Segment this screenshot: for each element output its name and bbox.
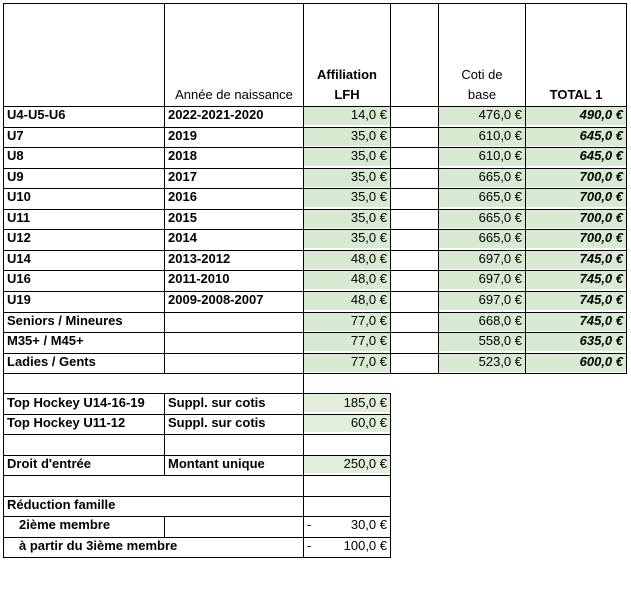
category-cell: U7: [7, 128, 24, 143]
total-cell: 490,0 €: [526, 106, 626, 125]
category-cell: U12: [7, 230, 31, 245]
affiliation-cell: 77,0 €: [304, 353, 390, 372]
total-cell: 745,0 €: [526, 312, 626, 331]
birth-year-cell: [165, 353, 303, 372]
top-hockey-2-label: Top Hockey U11-12: [7, 415, 126, 430]
category-cell: Ladies / Gents: [7, 354, 96, 369]
affiliation-cell: 35,0 €: [304, 147, 390, 166]
grid-line: [3, 3, 4, 374]
grid-line: [3, 188, 627, 189]
affiliation-cell: 35,0 €: [304, 168, 390, 187]
category-cell: U9: [7, 169, 24, 184]
total-cell: 700,0 €: [526, 209, 626, 228]
grid-line: [3, 516, 391, 517]
grid-line: [3, 332, 627, 333]
grid-line: [3, 496, 391, 497]
top-hockey-1-desc: Suppl. sur cotis: [168, 395, 266, 410]
grid-line: [303, 373, 304, 557]
birth-year-cell: [165, 312, 303, 331]
grid-line: [626, 3, 627, 374]
header-coti-2: base: [467, 87, 497, 102]
coti-cell: 697,0 €: [439, 250, 525, 269]
member3-label: à partir du 3ième membre: [19, 538, 178, 553]
reduction-label: Réduction famille: [7, 497, 116, 512]
total-cell: 635,0 €: [526, 332, 626, 351]
category-cell: U11: [7, 210, 31, 225]
top-hockey-1-amount: 185,0 €: [304, 394, 390, 412]
birth-year-cell: 2019: [168, 128, 197, 143]
coti-cell: 665,0 €: [439, 188, 525, 207]
coti-cell: 558,0 €: [439, 332, 525, 351]
grid-line: [3, 373, 4, 557]
total-cell: 600,0 €: [526, 353, 626, 372]
affiliation-cell: 35,0 €: [304, 229, 390, 248]
coti-cell: 665,0 €: [439, 229, 525, 248]
total-cell: 645,0 €: [526, 127, 626, 146]
droit-amount: 250,0 €: [304, 455, 390, 473]
coti-cell: 610,0 €: [439, 127, 525, 146]
droit-label: Droit d'entrée: [7, 456, 91, 471]
grid-line: [3, 3, 627, 4]
affiliation-cell: 77,0 €: [304, 332, 390, 351]
category-cell: U10: [7, 189, 31, 204]
member2-sign: -: [307, 517, 312, 532]
member3-amount: 100,0 €: [343, 538, 387, 553]
birth-year-cell: 2016: [168, 189, 197, 204]
total-cell: 745,0 €: [526, 270, 626, 289]
category-cell: U4-U5-U6: [7, 107, 66, 122]
coti-cell: 665,0 €: [439, 168, 525, 187]
total-cell: 745,0 €: [526, 250, 626, 269]
grid-line: [164, 455, 165, 476]
grid-line: [3, 455, 391, 456]
grid-line: [3, 270, 627, 271]
grid-line: [3, 127, 627, 128]
coti-cell: 665,0 €: [439, 209, 525, 228]
member3-sign: -: [307, 538, 312, 553]
category-cell: U19: [7, 292, 31, 307]
grid-line: [3, 147, 627, 148]
affiliation-cell: 35,0 €: [304, 188, 390, 207]
category-cell: U8: [7, 148, 24, 163]
coti-cell: 523,0 €: [439, 353, 525, 372]
top-hockey-2-amount: 60,0 €: [304, 414, 390, 432]
birth-year-cell: 2017: [168, 169, 197, 184]
affiliation-cell: 35,0 €: [304, 209, 390, 228]
birth-year-cell: 2022-2021-2020: [168, 107, 264, 122]
grid-line: [164, 516, 165, 537]
coti-cell: 476,0 €: [439, 106, 525, 125]
grid-line: [3, 537, 391, 538]
grid-line: [3, 557, 391, 558]
top-hockey-2-desc: Suppl. sur cotis: [168, 415, 266, 430]
grid-line: [3, 106, 627, 107]
member2-label: 2ième membre: [19, 517, 111, 532]
header-coti-1: Coti de: [461, 67, 503, 82]
affiliation-cell: 48,0 €: [304, 250, 390, 269]
coti-cell: 697,0 €: [439, 291, 525, 310]
category-cell: M35+ / M45+: [7, 333, 84, 348]
grid-line: [3, 353, 627, 354]
grid-line: [164, 3, 165, 374]
grid-line: [3, 373, 627, 374]
header-affiliation-1: Affiliation: [317, 67, 377, 82]
birth-year-cell: 2018: [168, 148, 197, 163]
affiliation-cell: 35,0 €: [304, 127, 390, 146]
affiliation-cell: 48,0 €: [304, 270, 390, 289]
total-cell: 700,0 €: [526, 188, 626, 207]
top-hockey-1-label: Top Hockey U14-16-19: [7, 395, 145, 410]
affiliation-cell: 77,0 €: [304, 312, 390, 331]
grid-line: [438, 3, 439, 374]
grid-line: [3, 168, 627, 169]
droit-desc: Montant unique: [168, 456, 265, 471]
grid-line: [3, 414, 391, 415]
grid-line: [164, 393, 165, 455]
total-cell: 700,0 €: [526, 168, 626, 187]
birth-year-cell: 2009-2008-2007: [168, 292, 264, 307]
total-cell: 645,0 €: [526, 147, 626, 166]
grid-line: [390, 3, 391, 374]
grid-line: [3, 393, 391, 394]
birth-year-cell: 2015: [168, 210, 197, 225]
coti-cell: 610,0 €: [439, 147, 525, 166]
header-total: TOTAL 1: [549, 87, 603, 102]
grid-line: [3, 209, 627, 210]
category-cell: U16: [7, 271, 31, 286]
grid-line: [525, 3, 526, 374]
grid-line: [3, 250, 627, 251]
grid-line: [303, 3, 304, 374]
birth-year-cell: 2014: [168, 230, 197, 245]
coti-cell: 697,0 €: [439, 270, 525, 289]
header-annee: Année de naissance: [175, 87, 293, 102]
affiliation-cell: 14,0 €: [304, 106, 390, 125]
member2-amount: 30,0 €: [350, 517, 387, 532]
total-cell: 700,0 €: [526, 229, 626, 248]
grid-line: [3, 475, 391, 476]
header-affiliation-2: LFH: [334, 87, 360, 102]
category-cell: U14: [7, 251, 31, 266]
birth-year-cell: 2011-2010: [168, 271, 230, 286]
grid-line: [3, 291, 627, 292]
category-cell: Seniors / Mineures: [7, 313, 123, 328]
grid-line: [3, 312, 627, 313]
birth-year-cell: 2013-2012: [168, 251, 231, 266]
coti-cell: 668,0 €: [439, 312, 525, 331]
grid-line: [3, 434, 391, 435]
grid-line: [3, 229, 627, 230]
birth-year-cell: [165, 332, 303, 351]
total-cell: 745,0 €: [526, 291, 626, 310]
grid-line: [390, 393, 391, 557]
affiliation-cell: 48,0 €: [304, 291, 390, 310]
